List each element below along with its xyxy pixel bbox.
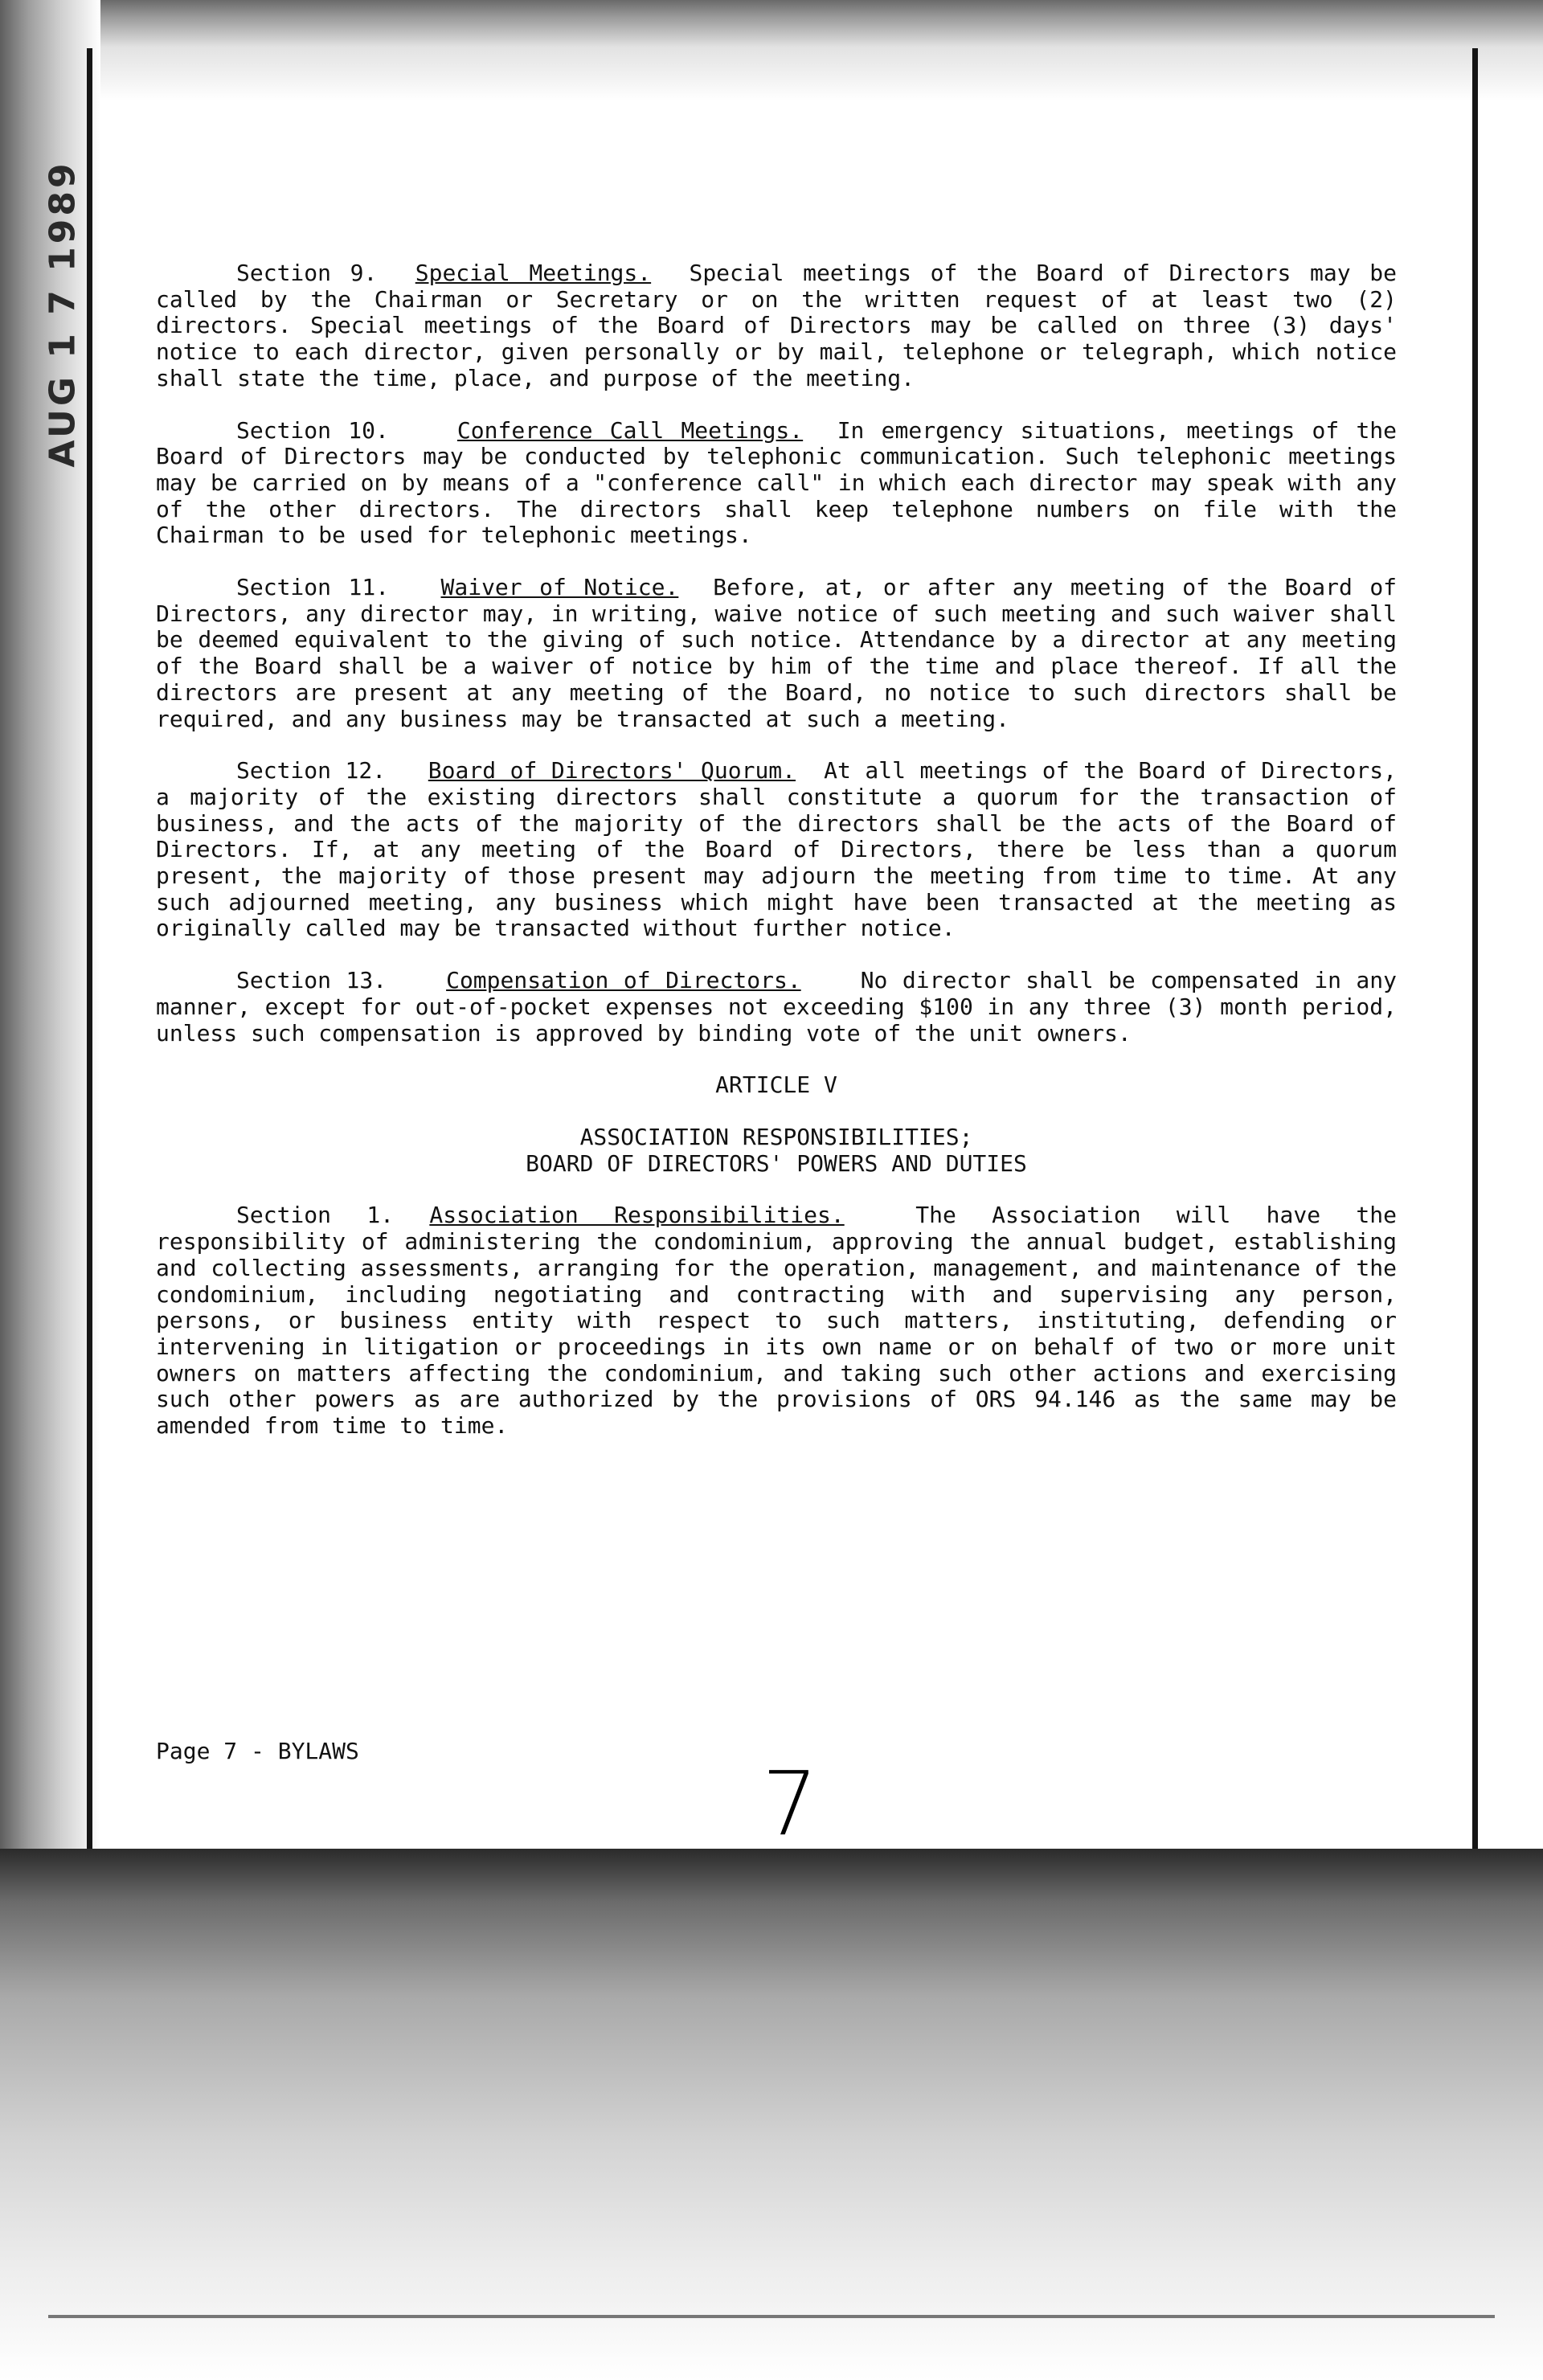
section-heading: Association Responsibilities. xyxy=(429,1202,845,1229)
section-heading: Waiver of Notice. xyxy=(440,574,679,601)
section-heading: Conference Call Meetings. xyxy=(456,416,804,444)
section-label: Section 10. xyxy=(236,416,389,444)
section-body: The Association will have the responsibility of administering the condominium, approving the annual budget, establishing and collecting assessments, arranging for the operation, management, and maintenance of the condominium, including negotiating and contracting with and supervising any person, persons, or business entity with respect to such matters, instituting, defending or intervening in litigation or proceedings in its own name or on behalf of two or more unit owners on matters affecting the condominium, and taking such other actions and exercising such other powers as are authorized by the provisions of ORS 94.146 as the same may be amended from time to time. xyxy=(156,1202,1397,1440)
section-body: Special meetings of the Board of Directors may be called by the Chairman or Secretary or on the written request of at least two (2) directors. Special meetings of the Board of Directors may be called on three (3) days' notice to each director, given personally or by mail, telephone or telegraph, which notice shall state the time, place, and purpose of the meeting. xyxy=(156,260,1397,391)
section-13 xyxy=(156,968,1397,1047)
section-10 xyxy=(156,418,1397,550)
section-body: In emergency situations, meetings of the Board of Directors may be conducted by telephonic communication. Such telephonic meetings may be carried on by means of a "conference call" in which each director may speak with any of the other directors. The directors shall keep telephone numbers on file with the Chairman to be used for telephonic meetings. xyxy=(156,416,1398,549)
section-12 xyxy=(156,758,1397,942)
article-subtitle xyxy=(156,1124,1397,1177)
section-11 xyxy=(156,575,1397,732)
scan-edge-top xyxy=(0,0,1543,169)
section-heading: Board of Directors' Quorum. xyxy=(428,757,796,784)
scan-bottom-line xyxy=(48,2315,1495,2318)
article-subtitle-line-2: BOARD OF DIRECTORS' POWERS AND DUTIES xyxy=(526,1149,1027,1177)
section-label: Section 9. xyxy=(236,260,378,286)
article-subtitle-line-1: ASSOCIATION RESPONSIBILITIES; xyxy=(579,1123,973,1150)
section-label: Section 13. xyxy=(236,967,387,994)
article-title: ARTICLE V xyxy=(715,1071,837,1099)
section-heading: Special Meetings. xyxy=(415,260,652,286)
article-v-section-1 xyxy=(156,1202,1397,1439)
section-label: Section 1. xyxy=(236,1202,395,1229)
section-label: Section 11. xyxy=(236,574,390,601)
page-footer-label: Page 7 - BYLAWS xyxy=(156,1738,359,1764)
section-heading: Compensation of Directors. xyxy=(446,967,801,994)
scan-edge-bottom xyxy=(0,1849,1543,2380)
stamp-text: AUG 1 7 1989 xyxy=(42,159,84,468)
bylaws-page-body xyxy=(156,260,1397,1465)
section-9 xyxy=(156,260,1397,392)
date-received-stamp xyxy=(23,159,103,468)
section-label: Section 12. xyxy=(236,757,387,784)
section-body: No director shall be compensated in any manner, except for out-of-pocket expenses not exceeding $100 in any three (3) month period, unless such compensation is approved by binding vote of the unit owners. xyxy=(156,967,1398,1047)
section-body: Before, at, or after any meeting of the Board of Directors, any director may, in writing, waive notice of such meeting and such waiver shall be deemed equivalent to the giving of such notice. Attendance by a director at any meeting of the Board shall be a waiver of notice by him of the time and place thereof. If all the directors are present at any meeting of the Board, no notice to such directors shall be required, and any business may be transacted at such a meeting. xyxy=(156,574,1398,732)
section-body: At all meetings of the Board of Directors, a majority of the existing directors shall constitute a quorum for the transaction of business, and the acts of the majority of the directors shall be the acts of the Board of Directors. If, at any meeting of the Board of Directors, there be less than a quorum present, the majority of those present may adjourn the meeting from time to time. At any such adjourned meeting, any business which might have been transacted at the meeting as originally called may be transacted without further notice. xyxy=(156,757,1397,942)
handwritten-page-number: 7 xyxy=(762,1752,818,1855)
